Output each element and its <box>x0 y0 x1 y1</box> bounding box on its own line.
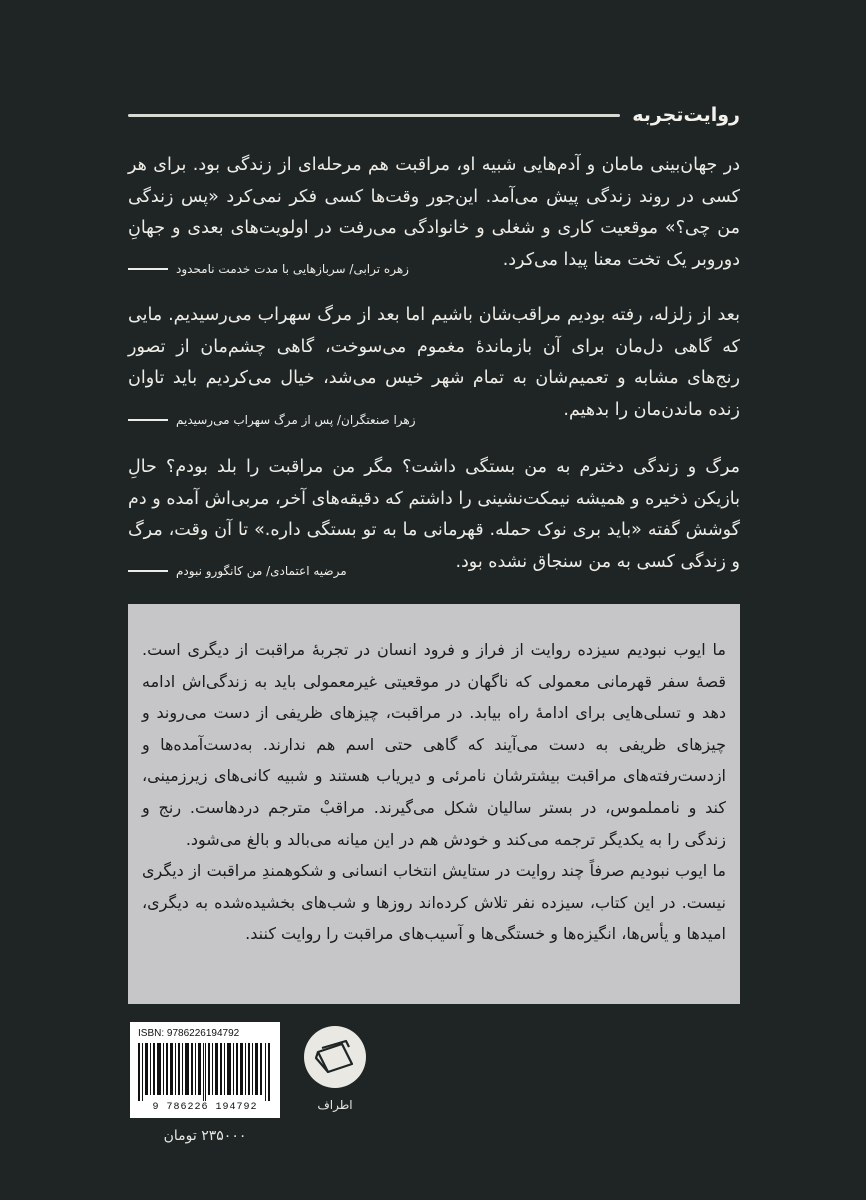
series-title: روایت‌تجربه <box>632 104 740 126</box>
price-label: ۲۳۵۰۰۰ تومان <box>163 1128 247 1144</box>
excerpt-attribution-2 <box>128 413 740 427</box>
attribution-dash <box>128 570 168 572</box>
excerpt-3 <box>128 452 740 578</box>
excerpt-attribution-1 <box>128 262 740 276</box>
attribution-text: زهرا صنعتگران/ پس از مرگ سهراب می‌رسیدیم <box>176 413 416 427</box>
attribution-text: زهره ترابی/ سربازهایی با مدت خدمت نامحدود <box>176 262 409 276</box>
series-rule <box>128 114 620 117</box>
blurb-paragraph-1: ما ایوب نبودیم سیزده روایت از فراز و فرود انسان در تجربهٔ مراقبت از دیگری است. قصهٔ سفر قهرمانی معمولی که ناگهان در موقعیتی غیرمعمولی باید به زندگی‌اش ادامه دهد و تسلی‌هایی برای ادامهٔ راه بیابد. در مراقبت، چیزهای ظریفی از دست می‌روند و چیزهای ظریفی به دست می‌آیند که گاهی حتی اسم هم ندارند. به‌دست‌آمده‌ها و ازدست‌رفته‌های مراقبت بیشترشان نامرئی و دیریاب هستند و شبیه کانی‌های زیرزمینی، کند و نامملموس، در بستر سالیان شکل می‌گیرند. مراقبْ مترجم دردهاست. رنج و زندگی را به یکدیگر ترجمه می‌کند و خودش هم در این میانه می‌بالد و بالغ می‌شود. <box>142 640 726 849</box>
barcode-image <box>138 1043 272 1101</box>
isbn-digits: 9 786226 194792 <box>152 1102 258 1113</box>
book-folder-icon <box>302 1024 368 1090</box>
isbn-barcode-box <box>130 1022 280 1118</box>
excerpt-text: بعد از زلزله، رفته بودیم مراقب‌شان باشیم اما بعد از مرگ سهراب می‌رسیدیم. مایی که گاهی دل‌مان برای آن بازماندهٔ مغموم می‌سوخت، گاهی چشم‌مان از تصور رنج‌های مشابه و تعمیم‌شان به تمام شهر خیس می‌شد، خیال می‌کردیم باید تاوان زنده ماندن‌مان را بدهیم. <box>128 305 740 420</box>
excerpt-1 <box>128 150 740 276</box>
publisher-name: اطراف <box>317 1098 353 1112</box>
blurb-paragraph-2: ما ایوب نبودیم صرفاً چند روایت در ستایش انتخاب انسانی و شکوهمندِ مراقبت از دیگری نیست. در این کتاب، سیزده نفر تلاش کرده‌اند روزها و شب‌های بخشیده‌شده به دیگری، امیدها و یأس‌ها، انگیزه‌ها و خستگی‌ها و آسیب‌های مراقبت را روایت کنند. <box>142 861 726 944</box>
blurb-box <box>128 604 740 1004</box>
excerpt-text: در جهان‌بینی مامان و آدم‌هایی شبیه او، مراقبت هم مرحله‌ای از زندگی بود. برای هر کسی در روند زندگی پیش می‌آمد. این‌جور وقت‌ها کسی فکر نمی‌کرد «پس زندگی من چی؟» موقعیت کاری و شغلی و خانوادگی می‌رفت در اولویت‌های بعدی و جهانِ دوروبر یک تخت معنا پیدا می‌کرد. <box>128 155 740 270</box>
excerpt-2 <box>128 300 740 426</box>
series-header <box>128 100 740 130</box>
attribution-dash <box>128 268 168 270</box>
isbn-label: ISBN: 9786226194792 <box>138 1028 240 1039</box>
attribution-dash <box>128 419 168 421</box>
attribution-text: مرضیه اعتمادی/ من کانگورو نبودم <box>176 564 347 578</box>
excerpt-attribution-3 <box>128 564 740 578</box>
excerpt-text: مرگ و زندگی دخترم به من بستگی داشت؟ مگر من مراقبت را بلد بودم؟ حالِ بازیکن ذخیره و همیشه نیمکت‌نشینی را داشتم که دقیقه‌های آخر، مربی‌اش آمده و دم گوشش گفته «باید بری نوک حمله. قهرمانی ما به تو بستگی داره.» تا آن وقت، مرگ و زندگی کسی به من سنجاق نشده بود. <box>128 457 740 572</box>
